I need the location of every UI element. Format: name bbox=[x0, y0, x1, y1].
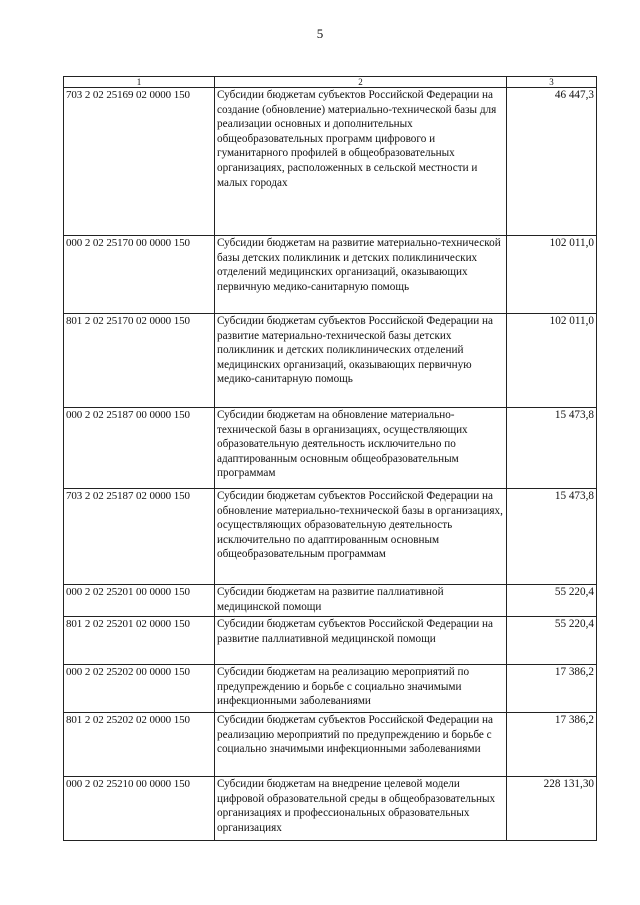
table-row bbox=[64, 585, 597, 617]
description-cell: Субсидии бюджетам субъектов Российской Федерации на реализацию мероприятий по предупреждению и борьбе с социально значимыми инфекционными заболеваниями bbox=[215, 713, 507, 777]
amount-cell: 55 220,4 bbox=[507, 617, 597, 665]
budget-code-cell: 000 2 02 25201 00 0000 150 bbox=[64, 585, 215, 617]
column-header-code: 1 bbox=[64, 77, 215, 88]
budget-code-cell: 801 2 02 25202 02 0000 150 bbox=[64, 713, 215, 777]
table-row bbox=[64, 777, 597, 841]
description-cell: Субсидии бюджетам субъектов Российской Федерации на развитие материально-технической базы детских поликлиник и детских поликлинических отделений медицинских организаций, оказывающих первичную медико-санитарную помощь bbox=[215, 314, 507, 408]
amount-cell: 102 011,0 bbox=[507, 314, 597, 408]
description-cell: Субсидии бюджетам на реализацию мероприятий по предупреждению и борьбе с социально значимыми инфекционными заболеваниями bbox=[215, 665, 507, 713]
amount-cell: 17 386,2 bbox=[507, 665, 597, 713]
budget-code-cell: 703 2 02 25187 02 0000 150 bbox=[64, 489, 215, 585]
table-row bbox=[64, 665, 597, 713]
table-row bbox=[64, 617, 597, 665]
description-cell: Субсидии бюджетам на обновление материально-технической базы в организациях, осуществляющих образовательную деятельность исключительно по адаптированным основным общеобразовательным программам bbox=[215, 408, 507, 489]
column-header-amount: 3 bbox=[507, 77, 597, 88]
budget-code-cell: 000 2 02 25170 00 0000 150 bbox=[64, 236, 215, 314]
budget-code-cell: 000 2 02 25187 00 0000 150 bbox=[64, 408, 215, 489]
amount-cell: 228 131,30 bbox=[507, 777, 597, 841]
budget-revenue-table bbox=[63, 76, 597, 841]
amount-cell: 15 473,8 bbox=[507, 408, 597, 489]
amount-cell: 55 220,4 bbox=[507, 585, 597, 617]
description-cell: Субсидии бюджетам на внедрение целевой модели цифровой образовательной среды в общеобразовательных организациях и профессиональных образовательных организациях bbox=[215, 777, 507, 841]
amount-cell: 46 447,3 bbox=[507, 88, 597, 236]
budget-code-cell: 801 2 02 25201 02 0000 150 bbox=[64, 617, 215, 665]
table-row bbox=[64, 408, 597, 489]
amount-cell: 17 386,2 bbox=[507, 713, 597, 777]
table-header-row bbox=[64, 77, 597, 88]
table-row bbox=[64, 314, 597, 408]
budget-code-cell: 000 2 02 25210 00 0000 150 bbox=[64, 777, 215, 841]
budget-code-cell: 801 2 02 25170 02 0000 150 bbox=[64, 314, 215, 408]
budget-code-cell: 000 2 02 25202 00 0000 150 bbox=[64, 665, 215, 713]
table-row bbox=[64, 713, 597, 777]
budget-code-cell: 703 2 02 25169 02 0000 150 bbox=[64, 88, 215, 236]
table-row bbox=[64, 88, 597, 236]
page-number: 5 bbox=[316, 26, 324, 41]
description-cell: Субсидии бюджетам субъектов Российской Федерации на развитие паллиативной медицинской помощи bbox=[215, 617, 507, 665]
description-cell: Субсидии бюджетам на развитие паллиативной медицинской помощи bbox=[215, 585, 507, 617]
amount-cell: 15 473,8 bbox=[507, 489, 597, 585]
column-header-description: 2 bbox=[215, 77, 507, 88]
description-cell: Субсидии бюджетам субъектов Российской Федерации на обновление материально-технической базы в организациях, осуществляющих образовательную деятельность исключительно по адаптированным основным общеобразовательным программам bbox=[215, 489, 507, 585]
table-row bbox=[64, 489, 597, 585]
description-cell: Субсидии бюджетам на развитие материально-технической базы детских поликлиник и детских поликлинических отделений медицинских организаций, оказывающих первичную медико-санитарную помощь bbox=[215, 236, 507, 314]
description-cell: Субсидии бюджетам субъектов Российской Федерации на создание (обновление) материально-технической базы для реализации основных и дополнительных общеобразовательных программ цифрового и гуманитарного профилей в общеобразовательных организациях, расположенных в сельской местности и малых городах bbox=[215, 88, 507, 236]
amount-cell: 102 011,0 bbox=[507, 236, 597, 314]
table-row bbox=[64, 236, 597, 314]
